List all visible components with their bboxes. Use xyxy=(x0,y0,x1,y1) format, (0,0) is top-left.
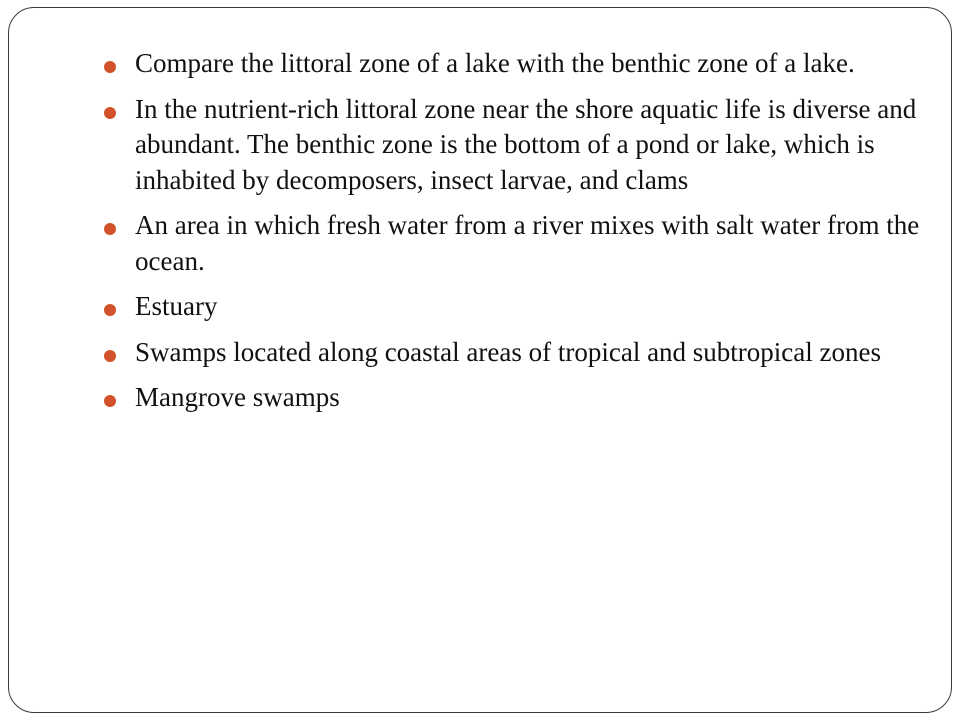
bullet-dot-icon xyxy=(104,107,116,119)
bullet-dot-icon xyxy=(104,304,116,316)
bullet-item xyxy=(104,380,924,416)
bullet-item xyxy=(104,208,924,279)
bullet-text: Swamps located along coastal areas of tropical and subtropical zones xyxy=(135,336,881,367)
bullet-text: Compare the littoral zone of a lake with the benthic zone of a lake. xyxy=(135,48,855,78)
bullet-text: Mangrove swamps xyxy=(135,382,340,412)
bullet-item xyxy=(104,289,924,325)
bullet-list xyxy=(104,46,924,426)
bullet-text: Estuary xyxy=(135,291,218,321)
bullet-dot-icon xyxy=(104,350,116,362)
bullet-item xyxy=(104,335,924,371)
bullet-item xyxy=(104,92,924,199)
bullet-dot-icon xyxy=(104,395,116,407)
bullet-dot-icon xyxy=(104,223,116,235)
bullet-item xyxy=(104,46,924,82)
bullet-text: An area in which fresh water from a river mixes with salt water from the ocean. xyxy=(135,210,920,276)
bullet-text: In the nutrient-rich littoral zone near the shore aquatic life is diverse and abundant. The benthic zone is the bottom of a pond or lake, which is inhabited by decomposers, insect larvae, and clams xyxy=(135,93,917,195)
bullet-dot-icon xyxy=(104,61,116,73)
